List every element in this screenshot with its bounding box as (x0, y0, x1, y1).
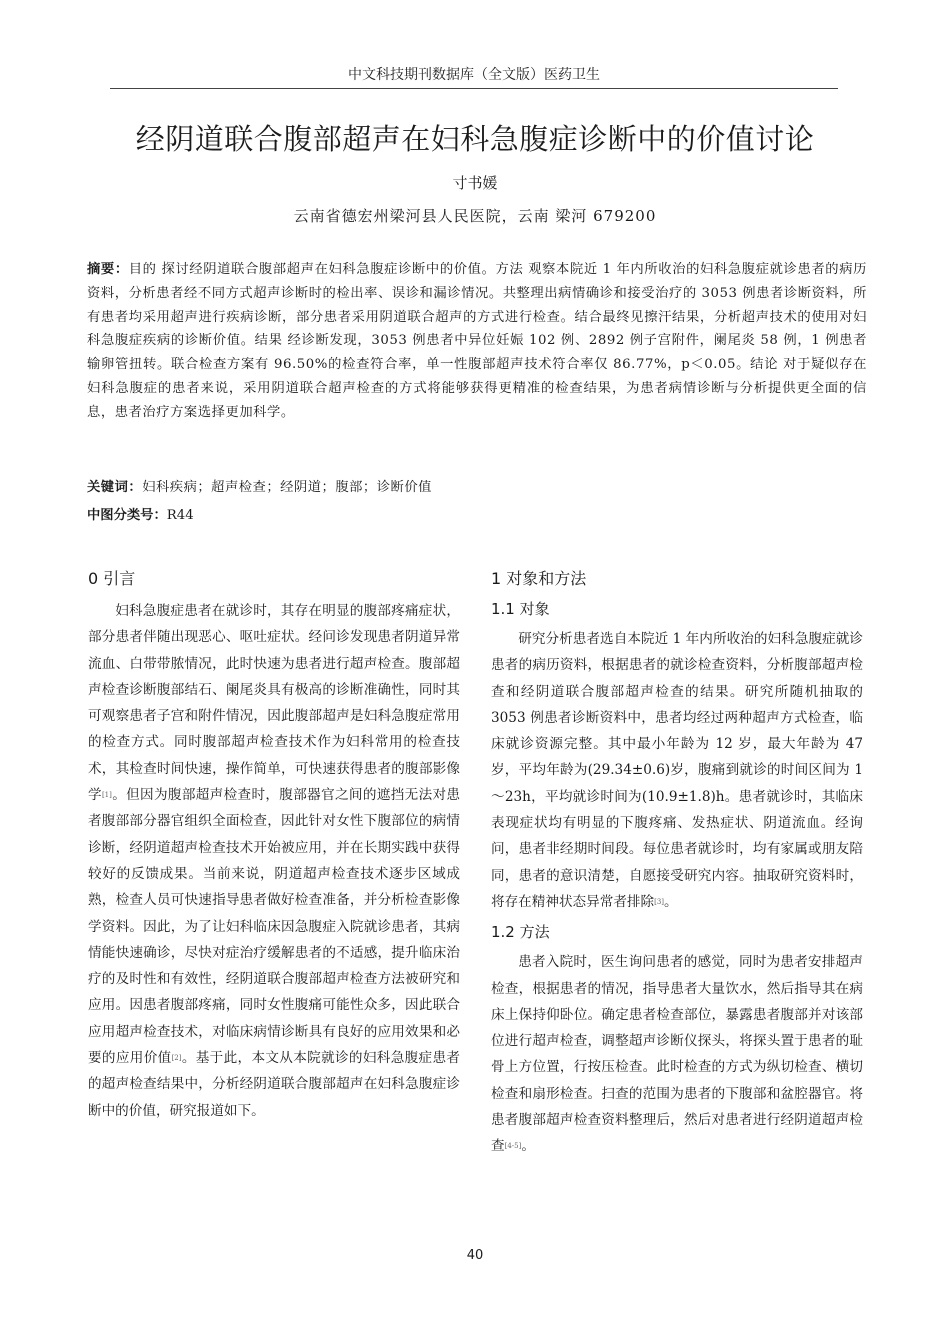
right-column (491, 566, 863, 1166)
citation-1: [1] (101, 791, 112, 800)
intro-paragraph (88, 598, 460, 1124)
keywords-text: 妇科疾病；超声检查；经阴道；腹部；诊断价值 (142, 480, 432, 495)
subsection-heading-method: 1.2 方法 (491, 923, 550, 942)
abstract-label: 摘要： (87, 262, 129, 277)
citation-4-5: [4-5] (504, 1142, 522, 1151)
paper-title: 经阴道联合腹部超声在妇科急腹症诊断中的价值讨论 (135, 122, 815, 156)
subjects-end: 。 (664, 893, 678, 910)
subsection-heading-subjects: 1.1 对象 (491, 600, 550, 618)
method-text: 患者入院时，医生询问患者的感觉，同时为患者安排超声检查，根据患者的情况，指导患者大量饮水，然后指导其在病床上保持仰卧位。确定患者检查部位，暴露患者腹部并对该部位进行超声检查，调整超声诊断仪探头，将探头置于患者的耻骨上方位置，行按压检查。此时检查的方式为纵切检查、横切检查和扇形检查。扫查的范围为患者的下腹部和盆腔器官。将患者腹部超声检查资料整理后，然后对患者进行经阴道超声检查 (491, 954, 863, 1155)
subjects-text: 研究分析患者选自本院近 1 年内所收治的妇科急腹症就诊患者的病历资料，根据患者的就诊检查资料，分析腹部超声检查和经阴道联合腹部超声检查的结果。研究所随机抽取的 3053 例患者诊断资料中，患者均经过两种超声方式检查，临床就诊资源完整。其中最小年龄为 12 岁，最大年龄为 47 岁，平均年龄为(29.34±0.6)岁，腹痛到就诊的时间区间为 1～23h，平均就诊时间为(10.9±1.8)h。患者就诊时，其临床表现症状均有明显的下腹疼痛、发热症状、阴道流血。经询问，患者非经期时间段。每位患者就诊时，均有家属或朋友陪同，患者的意识清楚，自愿接受研究内容。抽取研究资料时，将存在精神状态异常者排除 (491, 631, 863, 910)
intro-text-1: 妇科急腹症患者在就诊时，其存在明显的腹部疼痛症状，部分患者伴随出现恶心、呕吐症状。经问诊发现患者阴道异常流血、白带带脓情况，此时快速为患者进行超声检查。腹部超声检查诊断腹部结石、阑尾炎具有极高的诊断准确性，同时其可观察患者子宫和附件情况，因此腹部超声是妇科急腹症常用的检查方式。同时腹部超声检查技术作为妇科常用的检查技术，其检查时间快速，操作简单，可快速获得患者的腹部影像学 (88, 603, 460, 804)
citation-3: [3] (654, 897, 665, 906)
subjects-paragraph (491, 626, 863, 915)
section-heading-intro: 0 引言 (88, 569, 136, 588)
running-header: 中文科技期刊数据库（全文版）医药卫生 (348, 67, 600, 83)
abstract (87, 258, 867, 425)
classification (87, 504, 867, 523)
section-heading-methods: 1 对象和方法 (491, 569, 587, 588)
intro-text-3: 。基于此，本文从本院就诊的妇科急腹症患者的超声检查结果中，分析经阴道联合腹部超声在妇科急腹症诊断中的价值，研究报道如下。 (88, 1050, 461, 1119)
abstract-text: 目的 探讨经阴道联合腹部超声在妇科急腹症诊断中的价值。方法 观察本院近 1 年内所收治的妇科急腹症就诊患者的病历资料，分析患者经不同方式超声诊断时的检出率、误诊和漏诊情况。共整理出病情确诊和接受治疗的 3053 例患者诊断资料，所有患者均采用超声进行疾病诊断，部分患者采用阴道联合超声的方式进行检查。结合最终见擦汗结果，分析超声技术的使用对妇科急腹症疾病的诊断价值。结果 经诊断发现，3053 例患者中异位妊娠 102 例、2892 例子宫附件，阑尾炎 58 例，1 例患者输卵管扭转。联合检查方案有 96.50%的检查符合率，单一性腹部超声技术符合率仅 86.77%，p＜0.05。结论 对于疑似存在妇科急腹症的患者来说，采用阴道联合超声检查的方式将能够获得更精准的检查结果，为患者病情诊断与分析提供更全面的信息，患者治疗方案选择更加科学。 (87, 262, 867, 420)
keywords-label: 关键词： (87, 480, 143, 495)
author: 寸书媛 (452, 174, 498, 192)
affiliation: 云南省德宏州梁河县人民医院，云南 梁河 679200 (293, 207, 657, 225)
citation-2: [2] (171, 1054, 182, 1063)
header-rule (110, 88, 838, 89)
intro-text-2: 。但因为腹部超声检查时，腹部器官之间的遮挡无法对患者腹部部分器官组织全面检查，因此针对女性下腹部位的病情诊断，经阴道超声检查技术开始被应用，并在长期实践中获得较好的反馈成果。当前来说，阴道超声检查技术逐步区域成熟，检查人员可快速指导患者做好检查准备，并分析检查影像学资料。因此，为了让妇科临床因急腹症入院就诊患者，其病情能快速确诊，尽快对症治疗缓解患者的不适感，提升临床治疗的及时性和有效性，经阴道联合腹部超声检查方法被研究和应用。因患者腹部疼痛，同时女性腹痛可能性众多，因此联合应用超声检查技术，对临床病情诊断具有良好的应用效果和必要的应用价值 (88, 787, 461, 1067)
method-end: 。 (521, 1138, 535, 1155)
left-column (88, 566, 460, 1124)
classification-label: 中图分类号： (87, 508, 167, 523)
keywords (87, 476, 867, 495)
page-number: 40 (466, 1248, 484, 1263)
method-paragraph (491, 949, 863, 1159)
classification-code: R44 (166, 508, 194, 523)
